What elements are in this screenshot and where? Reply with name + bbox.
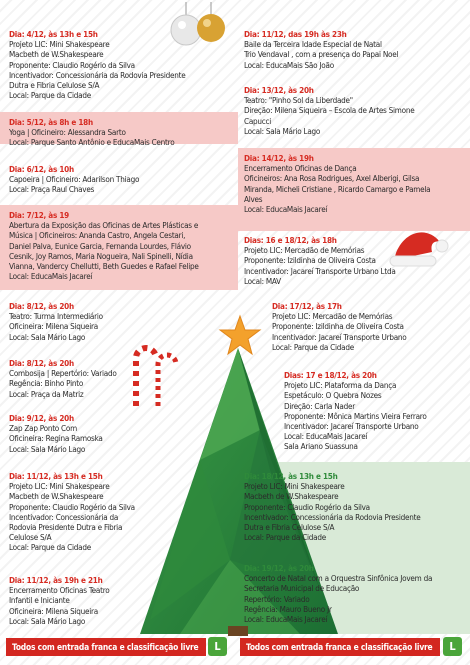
event-line: Direção: Carla Nader <box>284 400 355 411</box>
event-date: Dia: 14/12, às 19h <box>244 153 314 163</box>
event-line: Encerramento Oficinas Teatro <box>9 585 110 596</box>
event-line: Local: Parque Santo Antônio e EducaMais Centro <box>9 137 175 148</box>
event-line: Local: Sala Mário Lago <box>9 443 86 454</box>
event-line: Macbeth de W.Shakespeare <box>9 491 104 502</box>
classification-badge-left <box>208 637 227 656</box>
event-r-17-12 <box>272 301 466 352</box>
event-line: Incentivador: Jacareí Transporte Urbano <box>284 421 419 432</box>
event-line: Zap Zap Ponto Com <box>9 423 77 434</box>
event-line: Dutra e Fibria Celulose S/A <box>9 80 100 91</box>
event-line: Local: Praça da Matriz <box>9 388 84 399</box>
event-5-12 <box>9 117 235 148</box>
event-r-19-12 <box>244 563 466 624</box>
event-line: Macbeth de W.Shakespeare <box>244 491 339 502</box>
event-line: Secretaria Municipal de Educação <box>244 583 360 594</box>
event-date: Dia: 8/12, às 20h <box>9 358 74 368</box>
event-line: Regência: Binho Pinto <box>9 378 84 389</box>
event-date: Dia: 11/12, às 13h e 15h <box>9 471 103 481</box>
event-line: Local: Praça Raul Chaves <box>9 184 95 195</box>
event-line: Local: Parque da Cidade <box>244 532 326 543</box>
event-line: Local: EducaMais Jacareí <box>284 431 368 442</box>
event-line: Baile da Terceira Idade Especial de Natal <box>244 39 382 50</box>
star-icon <box>218 314 262 358</box>
event-line: Local: Parque da Cidade <box>9 90 91 101</box>
event-line: Sala Ariano Suassuna <box>284 441 358 452</box>
event-line: Alves <box>244 193 263 204</box>
event-date: Dia: 11/12, das 19h às 23h <box>244 29 347 39</box>
event-line: Local: EducaMais Jacareí <box>244 204 328 215</box>
event-r-11-12-baile <box>244 29 466 70</box>
event-line: Miranda, Micheli Cristiane , Ricardo Camargo e Pamela <box>244 183 431 194</box>
event-line: Local: EducaMais Jacareí <box>244 614 328 625</box>
event-line: Projeto LIC: Plataforma da Dança <box>284 380 397 391</box>
event-line: Local: EducaMais Jacareí <box>9 271 93 282</box>
event-line: Rodovia Presidente Dutra e Fibria <box>9 522 123 533</box>
event-line: Incentivador: Concessionária da <box>9 511 119 522</box>
event-r-16-18-12 <box>244 235 424 286</box>
event-line: Cesnik, Joy Ramos, Maria Nogueira, Nali Spinelli, Nídia <box>9 250 193 261</box>
event-date: Dia: 13/12, às 20h <box>244 85 314 95</box>
event-line: Dutra e Fibria Celulose S/A <box>244 522 335 533</box>
event-4-12 <box>9 29 235 100</box>
event-date: Dia: 11/12, às 19h e 21h <box>9 575 103 585</box>
event-r-13-12 <box>244 85 466 136</box>
event-line: Proponente: Izildinha de Oliveira Costa <box>272 321 404 332</box>
event-line: Projeto LIC: Mini Shakespeare <box>9 481 110 492</box>
event-date: Dia: 17/12, às 17h <box>272 301 342 311</box>
event-date: Dia: 19/12, às 20h <box>244 563 314 573</box>
event-line: Local: MAV <box>244 275 281 286</box>
event-line: Incentivador: Concessionária da Rodovia Presidente <box>244 511 421 522</box>
badge-label: L <box>449 640 456 653</box>
event-line: Incentivador: Jacareí Transporte Urbano Ltda <box>244 265 396 276</box>
event-line: Incentivador: Concessionária da Rodovia Presidente <box>9 69 186 80</box>
event-7-12 <box>9 210 235 281</box>
event-line: Projeto LIC: Mini Shakespeare <box>9 39 110 50</box>
event-r-18-12 <box>244 471 466 542</box>
event-line: Proponente: Claudio Rogério da Silva <box>9 501 135 512</box>
event-line: Yoga | Oficineiro: Alessandra Sarto <box>9 127 126 138</box>
footer-left-text: Todos com entrada franca e classificação livre <box>12 642 199 652</box>
event-line: Proponente: Mônica Martins Vieira Ferraro <box>284 410 427 421</box>
classification-badge-right <box>443 637 462 656</box>
event-date: Dias: 17 e 18/12, às 20h <box>284 370 377 380</box>
event-date: Dia: 5/12, às 8h e 18h <box>9 117 93 127</box>
event-line: Teatro: "Pinho Sol da Liberdade" <box>244 95 353 106</box>
event-line: Espetáculo: O Quebra Nozes <box>284 390 382 401</box>
event-date: Dias: 16 e 18/12, às 18h <box>244 235 337 245</box>
event-line: Oficineiros: Ana Rosa Rodrigues, Axel Alberigi, Gilsa <box>244 173 420 184</box>
event-line: Oficineira: Milena Siqueira <box>9 321 98 332</box>
event-date: Dia: 18/12, às 13h e 15h <box>244 471 338 481</box>
event-line: Incentivador: Jacareí Transporte Urbano <box>272 331 407 342</box>
event-8-12-combosija <box>9 358 159 399</box>
event-line: Projeto LIC: Mercadão de Memórias <box>244 245 365 256</box>
event-9-12 <box>9 413 159 454</box>
event-11-12-encerramento <box>9 575 159 626</box>
event-line: Capucci <box>244 115 272 126</box>
event-date: Dia: 6/12, às 10h <box>9 164 74 174</box>
event-line: Trio Vendaval , com a presença do Papai Noel <box>244 49 399 60</box>
event-6-12 <box>9 164 235 195</box>
event-line: Repertório: Variado <box>244 593 310 604</box>
event-line: Proponente: Claudio Rogério da Silva <box>244 501 370 512</box>
event-line: Macbeth de W.Shakespeare <box>9 49 104 60</box>
event-date: Dia: 4/12, às 13h e 15h <box>9 29 98 39</box>
event-line: Combosija | Repertório: Variado <box>9 368 117 379</box>
event-line: Abertura da Exposição das Oficinas de Artes Plásticas e <box>9 220 199 231</box>
event-line: Teatro: Turma Intermediário <box>9 311 103 322</box>
event-line: Local: Sala Mário Lago <box>9 331 86 342</box>
event-line: Local: Parque da Cidade <box>272 341 354 352</box>
event-date: Dia: 9/12, às 20h <box>9 413 74 423</box>
event-11-12-shakespeare <box>9 471 159 553</box>
event-date: Dia: 8/12, às 20h <box>9 301 74 311</box>
event-line: Proponente: Claudio Rogério da Silva <box>9 59 135 70</box>
event-line: Local: Parque da Cidade <box>9 542 91 553</box>
event-line: Oficineira: Milena Siqueira <box>9 605 98 616</box>
footer-right-banner <box>240 638 440 656</box>
event-line: Local: EducaMais São João <box>244 59 334 70</box>
event-line: Música | Oficineiros: Ananda Castro, Angela Cestari, <box>9 230 186 241</box>
event-line: Local: Sala Mário Lago <box>9 615 86 626</box>
event-line: Local: Sala Mário Lago <box>244 125 321 136</box>
event-line: Vianna, Vandercy Chellutti, Beth Guedes e Rafael Felipe <box>9 261 199 272</box>
event-line: Encerramento Oficinas de Dança <box>244 163 357 174</box>
event-line: Daniel Palva, Eunice Garcia, Fernanda Lourdes, Flávio <box>9 240 191 251</box>
event-line: Direção: Milena Siqueira – Escola de Artes Simone <box>244 105 415 116</box>
event-r-17-18-12 <box>284 370 466 452</box>
event-date: Dia: 7/12, às 19 <box>9 210 69 220</box>
badge-label: L <box>214 640 221 653</box>
event-line: Proponente: Izildinha de Oliveira Costa <box>244 255 376 266</box>
event-line: Capoeira | Oficineiro: Adarilson Thiago <box>9 174 140 185</box>
footer-left-banner <box>6 638 206 656</box>
event-line: Celulose S/A <box>9 532 52 543</box>
event-line: Regência: Mauro Bueno Jr <box>244 603 332 614</box>
event-line: Oficineira: Regina Ramoska <box>9 433 103 444</box>
event-line: Projeto LIC: Mercadão de Memórias <box>272 311 393 322</box>
footer-right-text: Todos com entrada franca e classificação livre <box>246 642 433 652</box>
event-line: Infantil e Iniciante <box>9 595 70 606</box>
event-line: Projeto LIC: Mini Shakespeare <box>244 481 345 492</box>
event-r-14-12 <box>244 153 466 214</box>
event-8-12-teatro <box>9 301 159 342</box>
event-line: Concerto de Natal com a Orquestra Sinfônica Jovem da <box>244 573 433 584</box>
